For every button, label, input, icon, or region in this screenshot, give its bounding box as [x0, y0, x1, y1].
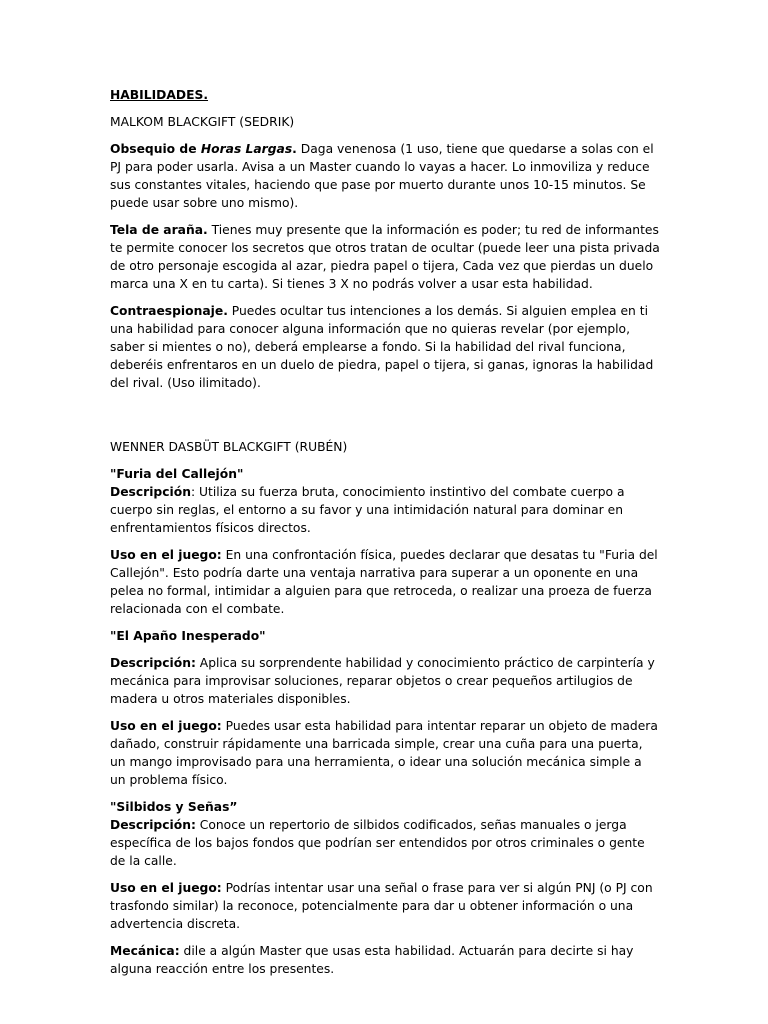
ability-silbidos-mecanica-text: dile a algún Master que usas esta habilidad. Actuarán para decirte si hay alguna reacción entre los presentes. — [110, 944, 634, 976]
ability-furia-desc-label: Descripción — [110, 485, 191, 499]
character-heading-malkom: MALKOM BLACKGIFT (SEDRIK) — [110, 115, 295, 129]
ability-apano-title-para — [110, 627, 660, 645]
ability-silbidos-mecanica — [110, 942, 660, 978]
ability-silbidos — [110, 798, 660, 870]
ability-obsequio-label: Obsequio de Horas Largas. — [110, 142, 297, 156]
character-heading-wenner: WENNER DASBÜT BLACKGIFT (RUBÉN) — [110, 440, 348, 454]
ability-furia-uso-label: Uso en el juego: — [110, 548, 222, 562]
page-title: HABILIDADES. — [110, 88, 209, 102]
ability-furia — [110, 465, 660, 537]
ability-furia-desc-text: : Utiliza su fuerza bruta, conocimiento instintivo del combate cuerpo a cuerpo sin reglas, el entorno a su favor y una intimidación natural para dominar en enfrentamientos físicos directos. — [110, 485, 625, 535]
ability-silbidos-desc-label: Descripción: — [110, 818, 196, 832]
ability-silbidos-uso-text: Podrías intentar usar una señal o frase para ver si algún PNJ (o PJ con trasfondo similar) la reconoce, potencialmente para dar u obtener información o una advertencia discreta. — [110, 881, 653, 931]
ability-silbidos-mecanica-label: Mecánica: — [110, 944, 180, 958]
ability-apano-desc-label: Descripción: — [110, 656, 196, 670]
ability-apano-uso-text: Puedes usar esta habilidad para intentar reparar un objeto de madera dañado, construir rápidamente una barricada simple, crear una cuña para una puerta, un mango improvisado para una herramienta, o idear una solución mecánica simple a un problema físico. — [110, 719, 658, 787]
ability-obsequio — [110, 140, 660, 212]
document-body — [110, 86, 660, 987]
ability-apano-desc — [110, 654, 660, 708]
ability-silbidos-uso — [110, 879, 660, 933]
ability-apano-title: "El Apaño Inesperado" — [110, 629, 266, 643]
ability-furia-title: "Furia del Callejón" — [110, 467, 244, 481]
ability-contraespionaje — [110, 302, 660, 392]
ability-silbidos-desc-text: Conoce un repertorio de silbidos codificados, señas manuales o jerga específica de los bajos fondos que podrían ser entendidos por otros criminales o gente de la calle. — [110, 818, 645, 868]
ability-contraespionaje-label: Contraespionaje. — [110, 304, 228, 318]
ability-tela-label: Tela de araña. — [110, 223, 208, 237]
ability-furia-uso-text: En una confrontación física, puedes declarar que desatas tu "Furia del Callejón". Esto podría darte una ventaja narrativa para superar a un oponente en una pelea no formal, intimidar a alguien para que retroceda, o realizar una proeza de fuerza relacionada con el combate. — [110, 548, 658, 616]
ability-silbidos-uso-label: Uso en el juego: — [110, 881, 222, 895]
ability-tela — [110, 221, 660, 293]
ability-furia-uso — [110, 546, 660, 618]
ability-obsequio-text: Daga venenosa (1 uso, tiene que quedarse a solas con el PJ para poder usarla. Avisa a un Master cuando lo vayas a hacer. Lo inmoviliza y reduce sus constantes vitales, haciendo que pase por muerto durante unos 10-15 minutos. Se puede usar sobre uno mismo). — [110, 142, 654, 210]
ability-contraespionaje-text: Puedes ocultar tus intenciones a los demás. Si alguien emplea en ti una habilidad para conocer alguna información que no quieras revelar (por ejemplo, saber si mientes o no), deberá emplearse a fondo. Si la habilidad del rival funciona, deberéis enfrentaros en un duelo de piedra, papel o tijera, si ganas, ignoras la habilidad del rival. (Uso ilimitado). — [110, 304, 654, 390]
section-spacer — [110, 401, 660, 438]
ability-silbidos-title: "Silbidos y Señas” — [110, 800, 238, 814]
ability-apano-desc-text: Aplica su sorprendente habilidad y conocimiento práctico de carpintería y mecánica para improvisar soluciones, reparar objetos o crear pequeños artilugios de madera u otros materiales disponibles. — [110, 656, 655, 706]
ability-apano-uso — [110, 717, 660, 789]
ability-tela-text: Tienes muy presente que la información es poder; tu red de informantes te permite conocer los secretos que otros tratan de ocultar (puede leer una pista privada de otro personaje escogida al azar, piedra papel o tijera, Cada vez que pierdas un duelo marca una X en tu carta). Si tienes 3 X no podrás volver a usar esta habilidad. — [110, 223, 660, 291]
ability-apano-uso-label: Uso en el juego: — [110, 719, 222, 733]
